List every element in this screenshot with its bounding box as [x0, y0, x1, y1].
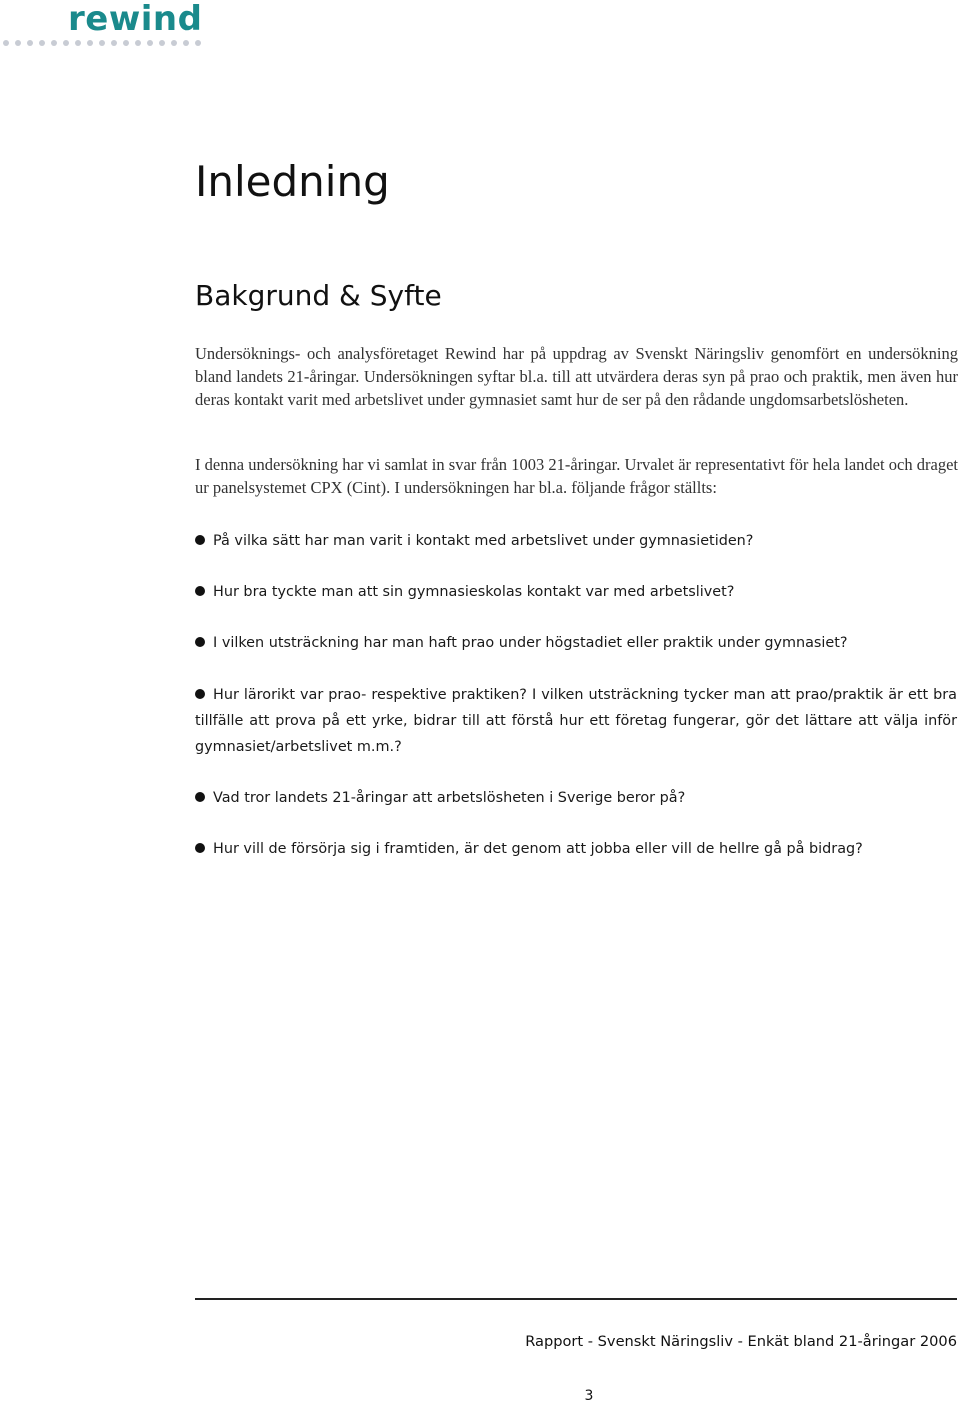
bullet-icon: [195, 586, 205, 596]
question-item: [195, 836, 957, 862]
rewind-logo: rewind: [68, 0, 203, 39]
bullet-icon: [195, 843, 205, 853]
bullet-icon: [195, 792, 205, 802]
question-item: [195, 682, 957, 760]
bullet-icon: [195, 637, 205, 647]
question-text: I vilken utsträckning har man haft prao under högstadiet eller praktik under gymnasiet?: [213, 635, 848, 651]
question-text: Vad tror landets 21-åringar att arbetslösheten i Sverige beror på?: [213, 790, 686, 806]
question-text: Hur bra tyckte man att sin gymnasieskolas kontakt var med arbetslivet?: [213, 584, 735, 600]
question-item: [195, 579, 957, 605]
footer-divider: [195, 1298, 957, 1300]
page-number: 3: [584, 1388, 594, 1404]
page-heading: Inledning: [195, 157, 390, 206]
bullet-icon: [195, 535, 205, 545]
logo-dots-decoration: [2, 39, 202, 47]
intro-paragraph: Undersöknings- och analysföretaget Rewind har på uppdrag av Svenskt Näringsliv genomfört en undersökning bland landets 21-åringar. Undersökningen syftar bl.a. till att utvärdera deras syn på prao och praktik, men även hur deras kontakt varit med arbetslivet under gymnasiet samt hur de ser på den rådande ungdomsarbetslösheten.: [195, 344, 958, 409]
question-item: [195, 630, 957, 656]
question-text: Hur vill de försörja sig i framtiden, är det genom att jobba eller vill de hellre gå på bidrag?: [213, 841, 863, 857]
section-title: Bakgrund & Syfte: [195, 279, 442, 312]
question-text: På vilka sätt har man varit i kontakt med arbetslivet under gymnasietiden?: [213, 533, 754, 549]
dot-row: [3, 40, 201, 46]
question-text: Hur lärorikt var prao- respektive praktiken? I vilken utsträckning tycker man att prao/praktik är ett bra tillfälle att prova på ett yrke, bidrar till att förstå hur ett företag fungerar, gör det lättare att välja inför gymnasiet/arbetslivet m.m.?: [195, 687, 957, 755]
footer-report-title: Rapport - Svenskt Näringsliv - Enkät bland 21-åringar 2006: [525, 1333, 957, 1350]
question-item: [195, 528, 957, 554]
method-paragraph: I denna undersökning har vi samlat in svar från 1003 21-åringar. Urvalet är representativt för hela landet och draget ur panelsystemet CPX (Cint). I undersökningen har bl.a. följande frågor ställts:: [195, 455, 958, 497]
bullet-icon: [195, 689, 205, 699]
question-item: [195, 785, 957, 811]
